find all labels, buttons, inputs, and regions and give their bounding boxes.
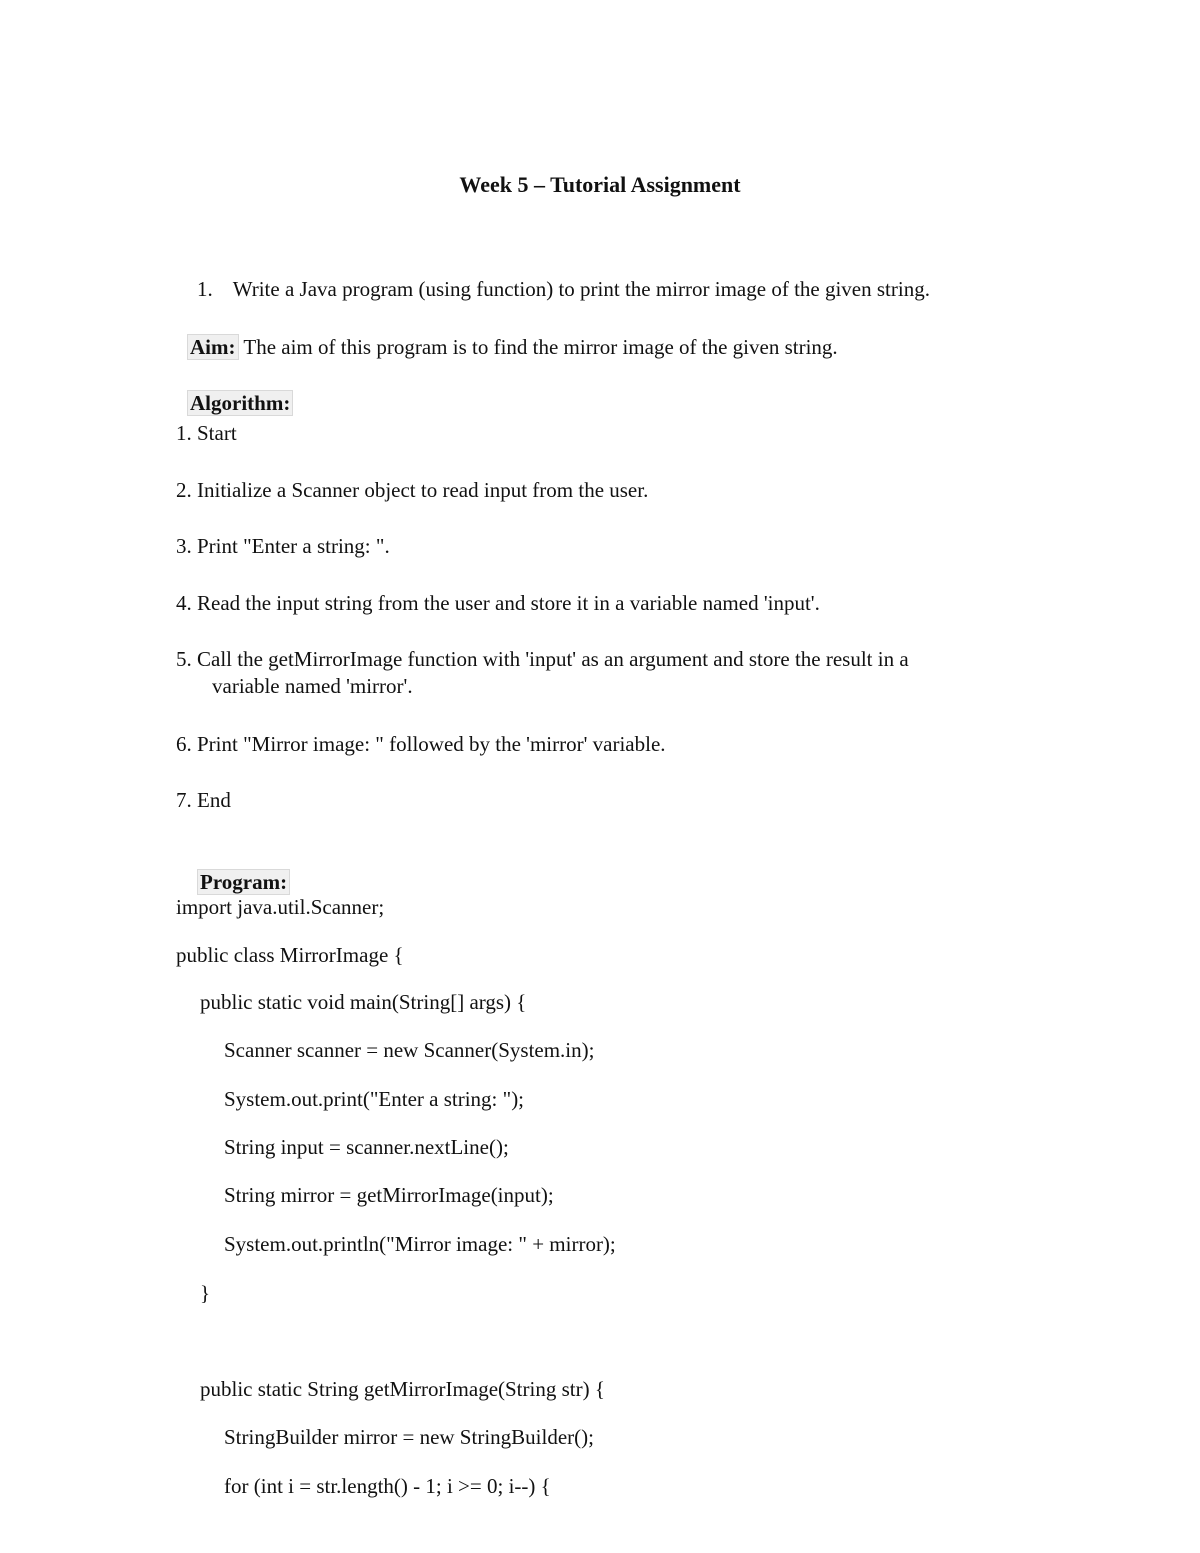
algorithm-step: 6. Print "Mirror image: " followed by the 'mirror' variable. bbox=[176, 732, 666, 756]
code-line: System.out.print("Enter a string: "); bbox=[224, 1087, 525, 1111]
code-line: String mirror = getMirrorImage(input); bbox=[224, 1183, 554, 1207]
algorithm-step: 3. Print "Enter a string: ". bbox=[176, 534, 390, 558]
code-line: System.out.println("Mirror image: " + mirror); bbox=[224, 1232, 616, 1256]
algorithm-step: 4. Read the input string from the user and store it in a variable named 'input'. bbox=[176, 591, 820, 615]
code-line: for (int i = str.length() - 1; i >= 0; i--) { bbox=[224, 1474, 551, 1498]
algorithm-label: Algorithm: bbox=[187, 390, 293, 416]
question-number: 1. bbox=[197, 277, 213, 301]
code-line: public static void main(String[] args) { bbox=[200, 990, 527, 1014]
code-line: Scanner scanner = new Scanner(System.in); bbox=[224, 1038, 595, 1062]
code-line: public class MirrorImage { bbox=[176, 943, 404, 967]
code-line: public static String getMirrorImage(String str) { bbox=[200, 1377, 605, 1401]
program-label: Program: bbox=[197, 869, 290, 895]
algorithm-step-continuation: variable named 'mirror'. bbox=[212, 674, 413, 698]
code-line: String input = scanner.nextLine(); bbox=[224, 1135, 509, 1159]
aim-text: The aim of this program is to find the mirror image of the given string. bbox=[238, 335, 838, 359]
algorithm-step: 7. End bbox=[176, 788, 231, 812]
code-line: import java.util.Scanner; bbox=[176, 895, 385, 919]
algorithm-step: 2. Initialize a Scanner object to read input from the user. bbox=[176, 478, 649, 502]
algorithm-step: 5. Call the getMirrorImage function with 'input' as an argument and store the result in a bbox=[176, 647, 909, 671]
question-text: Write a Java program (using function) to print the mirror image of the given string. bbox=[232, 277, 930, 301]
document-title: Week 5 – Tutorial Assignment bbox=[459, 172, 741, 197]
code-line: StringBuilder mirror = new StringBuilder(); bbox=[224, 1425, 594, 1449]
aim-label: Aim: bbox=[187, 334, 239, 360]
algorithm-step: 1. Start bbox=[176, 421, 237, 445]
code-line: } bbox=[200, 1281, 211, 1305]
